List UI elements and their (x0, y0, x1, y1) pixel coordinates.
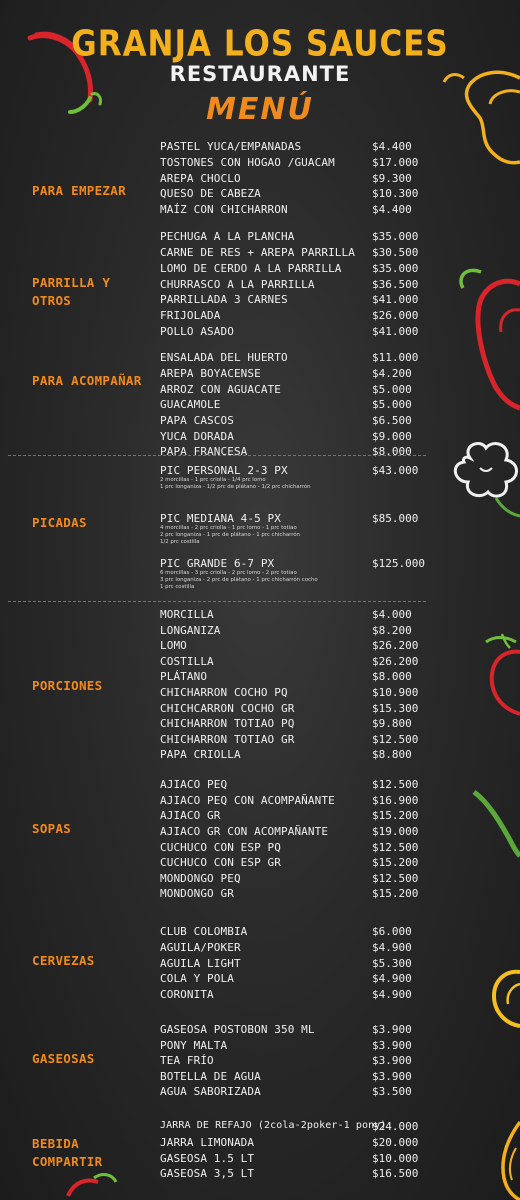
menu-item (160, 262, 422, 278)
menu-item-price: $12.500 (372, 841, 419, 854)
menu-item-price: $15.200 (372, 856, 419, 869)
menu-item-price: $8.000 (372, 670, 412, 683)
menu-item-price: $85.000 (372, 512, 419, 525)
menu-item-name: POLLO ASADO (160, 325, 234, 338)
menu-item (160, 1167, 422, 1183)
menu-item-price: $3.900 (372, 1054, 412, 1067)
menu-item (160, 309, 422, 325)
tomato-icon (476, 628, 520, 738)
menu-item (160, 230, 422, 246)
menu-item (160, 1054, 422, 1070)
menu-item-price: $41.000 (372, 293, 419, 306)
menu-item (160, 445, 422, 461)
menu-item-name: COSTILLA (160, 655, 214, 668)
menu-item-name: ARROZ CON AGUACATE (160, 383, 282, 396)
menu-item-name: CARNE DE RES + AREPA PARRILLA (160, 246, 355, 259)
menu-item-name: QUESO DE CABEZA (160, 187, 261, 200)
menu-item-price: $12.500 (372, 778, 419, 791)
menu-item-price: $5.000 (372, 383, 412, 396)
description-line: 2 morcillas - 1 prc criolla - 1/4 prc lomo (160, 477, 266, 483)
menu-item-name: PAPA CRIOLLA (160, 748, 241, 761)
menu-item-name: BOTELLA DE AGUA (160, 1070, 261, 1083)
menu-title: MENÚ (206, 92, 314, 127)
menu-item-price: $4.400 (372, 140, 412, 153)
menu-item (160, 278, 422, 294)
menu-item-price: $3.900 (372, 1023, 412, 1036)
description-line: 3 prc longaniza - 2 prc de plátano - 1 prc chicharrón cocho (160, 577, 318, 584)
menu-item (160, 1152, 422, 1168)
menu-item (160, 825, 422, 841)
menu-item-name: COLA Y POLA (160, 972, 234, 985)
menu-item-price: $8.000 (372, 445, 412, 458)
menu-item-name: MONDONGO GR (160, 887, 234, 900)
menu-item-name: CHICHARRON TOTIAO PQ (160, 717, 295, 730)
menu-item (160, 1120, 422, 1136)
menu-item-name: PIC MEDIANA 4-5 PX (160, 512, 282, 525)
menu-item-price: $15.200 (372, 887, 419, 900)
menu-item-name: AJIACO PEQ CON ACOMPAÑANTE (160, 794, 335, 807)
menu-item-price: $10.300 (372, 187, 419, 200)
section-label: SOPAS (32, 821, 72, 836)
menu-item (160, 988, 422, 1004)
menu-item-description (160, 477, 400, 491)
menu-item-name: LONGANIZA (160, 624, 221, 637)
bell-pepper-icon (455, 262, 520, 412)
menu-item (160, 203, 422, 219)
menu-item-name: PAPA CASCOS (160, 414, 234, 427)
menu-item-price: $4.900 (372, 988, 412, 1001)
menu-item-price: $8.800 (372, 748, 412, 761)
section-label: PICADAS (32, 515, 87, 530)
menu-item-description (160, 525, 400, 547)
menu-item-name: CORONITA (160, 988, 214, 1001)
menu-item (160, 639, 422, 655)
menu-item-name: CHICHCARRON COCHO GR (160, 702, 295, 715)
menu-item-price: $24.000 (372, 1120, 419, 1133)
menu-item (160, 414, 422, 430)
description-line: 1 prc longaniza - 1/2 prc de plátano - 1/2 prc chicharrón (160, 484, 311, 491)
menu-item-name: PASTEL YUCA/EMPANADAS (160, 140, 302, 153)
menu-item-price: $41.000 (372, 325, 419, 338)
description-line: 4 morcillas - 2 prc criolla - 1 prc lomo - 1 prc totiao (160, 525, 297, 531)
menu-item-name: CHICHARRON TOTIAO GR (160, 733, 295, 746)
menu-item-price: $4.400 (372, 203, 412, 216)
menu-item-name: PIC GRANDE 6-7 PX (160, 557, 275, 570)
menu-item-price: $9.300 (372, 172, 412, 185)
menu-item (160, 430, 422, 446)
description-line: 6 morcillas - 3 prc criolla - 2 prc lomo - 2 prc totiao (160, 570, 297, 576)
description-line: 1 prc costilla (160, 584, 195, 591)
corn-icon (486, 1118, 520, 1200)
menu-item (160, 887, 422, 903)
menu-item (160, 1136, 422, 1152)
menu-item-price: $17.000 (372, 156, 419, 169)
menu-item-name: AJIACO GR (160, 809, 221, 822)
menu-item-name: AGUILA/POKER (160, 941, 241, 954)
green-chili-icon (470, 788, 520, 858)
menu-item (160, 670, 422, 686)
menu-item-price: $15.200 (372, 809, 419, 822)
menu-item-price: $6.000 (372, 925, 412, 938)
menu-item-name: PONY MALTA (160, 1039, 228, 1052)
menu-item (160, 1085, 422, 1101)
section-label: BEBIDA COMPARTIR (32, 1136, 103, 1169)
menu-item-price: $35.000 (372, 230, 419, 243)
menu-item-name: ENSALADA DEL HUERTO (160, 351, 288, 364)
section-label: CERVEZAS (32, 953, 95, 968)
menu-item-price: $4.900 (372, 941, 412, 954)
menu-item (160, 856, 422, 872)
section-label: PARA EMPEZAR (32, 183, 126, 198)
section-label: PARRILLA Y OTROS (32, 275, 111, 308)
restaurant-name: GRANJA LOS SAUCES (71, 23, 449, 65)
menu-item (160, 1039, 422, 1055)
menu-item-name: PLÁTANO (160, 670, 208, 683)
menu-item (160, 187, 422, 203)
menu-item-name: CUCHUCO CON ESP PQ (160, 841, 282, 854)
menu-item (160, 1070, 422, 1086)
menu-item (160, 1023, 422, 1039)
menu-item (160, 293, 422, 309)
menu-item-name: JARRA DE REFAJO (2cola-2poker-1 pony) (160, 1120, 387, 1131)
menu-item-price: $3.900 (372, 1070, 412, 1083)
menu-item (160, 608, 422, 624)
menu-item-price: $8.200 (372, 624, 412, 637)
description-line: 1/2 prc costilla (160, 539, 200, 546)
menu-item-price: $6.500 (372, 414, 412, 427)
menu-item-price: $12.500 (372, 733, 419, 746)
menu-item (160, 367, 422, 383)
section-label: GASEOSAS (32, 1051, 95, 1066)
lemon-icon (476, 964, 520, 1044)
menu-item-price: $16.900 (372, 794, 419, 807)
menu-item-price: $5.300 (372, 957, 412, 970)
menu-item-name: CHICHARRON COCHO PQ (160, 686, 288, 699)
menu-item-name: TOSTONES CON HOGAO /GUACAM (160, 156, 335, 169)
menu-item-name: MONDONGO PEQ (160, 872, 241, 885)
menu-item-price: $15.300 (372, 702, 419, 715)
menu-item-price: $19.000 (372, 825, 419, 838)
menu-item (160, 809, 422, 825)
menu-item-price: $4.000 (372, 608, 412, 621)
menu-item-name: GASEOSA POSTOBON 350 ML (160, 1023, 315, 1036)
menu-item (160, 686, 422, 702)
menu-item (160, 941, 422, 957)
menu-item-price: $26.200 (372, 655, 419, 668)
section-divider (8, 455, 426, 456)
menu-item-price: $35.000 (372, 262, 419, 275)
menu-item-price: $20.000 (372, 1136, 419, 1149)
menu-item-price: $125.000 (372, 557, 425, 570)
menu-item (160, 702, 422, 718)
cauliflower-icon (440, 438, 520, 528)
menu-item-price: $9.800 (372, 717, 412, 730)
menu-item-name: AJIACO GR CON ACOMPAÑANTE (160, 825, 329, 838)
menu-item (160, 655, 422, 671)
menu-item-price: $26.000 (372, 309, 419, 322)
menu-item (160, 325, 422, 341)
menu-item-price: $4.900 (372, 972, 412, 985)
menu-item-name: AGUA SABORIZADA (160, 1085, 261, 1098)
menu-item-price: $3.900 (372, 1039, 412, 1052)
menu-item-price: $26.200 (372, 639, 419, 652)
menu-item (160, 748, 422, 764)
menu-item-name: LOMO DE CERDO A LA PARRILLA (160, 262, 342, 275)
menu-item (160, 172, 422, 188)
description-line: 2 prc longaniza - 1 prc de plátano - 1 prc chicharrón (160, 532, 301, 539)
menu-item (160, 925, 422, 941)
menu-item (160, 246, 422, 262)
menu-item-name: PARRILLADA 3 CARNES (160, 293, 288, 306)
menu-item-name: CHURRASCO A LA PARRILLA (160, 278, 315, 291)
menu-item-price: $4.200 (372, 367, 412, 380)
menu-item-price: $10.900 (372, 686, 419, 699)
menu-item-price: $16.500 (372, 1167, 419, 1180)
section-label: PARA ACOMPAÑAR (32, 373, 142, 388)
menu-item (160, 383, 422, 399)
menu-item (160, 398, 422, 414)
menu-item-price: $11.000 (372, 351, 419, 364)
menu-item (160, 972, 422, 988)
menu-item (160, 733, 422, 749)
menu-item (160, 957, 422, 973)
menu-item-name: FRIJOLADA (160, 309, 221, 322)
menu-item-price: $9.000 (372, 430, 412, 443)
menu-item (160, 872, 422, 888)
menu-item-name: YUCA DORADA (160, 430, 234, 443)
menu-item-name: AGUILA LIGHT (160, 957, 241, 970)
menu-item-price: $43.000 (372, 464, 419, 477)
menu-item (160, 717, 422, 733)
menu-item-name: JARRA LIMONADA (160, 1136, 255, 1149)
section-label: PORCIONES (32, 678, 103, 693)
menu-item-name: GASEOSA 3,5 LT (160, 1167, 255, 1180)
menu-item-price: $30.500 (372, 246, 419, 259)
menu-item-name: PECHUGA A LA PLANCHA (160, 230, 295, 243)
menu-item-name: AREPA CHOCLO (160, 172, 241, 185)
menu-item (160, 156, 422, 172)
chili-pepper-small-icon (64, 1168, 118, 1200)
menu-item-price: $36.500 (372, 278, 419, 291)
menu-item-name: LOMO (160, 639, 187, 652)
menu-item-name: MAÍZ CON CHICHARRON (160, 203, 288, 216)
menu-item-name: GASEOSA 1.5 LT (160, 1152, 255, 1165)
menu-item (160, 351, 422, 367)
menu-item-price: $5.000 (372, 398, 412, 411)
menu-item-price: $3.500 (372, 1085, 412, 1098)
menu-item (160, 778, 422, 794)
menu-item-name: CUCHUCO CON ESP GR (160, 856, 282, 869)
menu-item-name: MORCILLA (160, 608, 214, 621)
menu-item (160, 794, 422, 810)
menu-item-name: CLUB COLOMBIA (160, 925, 248, 938)
menu-item-price: $10.000 (372, 1152, 419, 1165)
menu-item-name: GUACAMOLE (160, 398, 221, 411)
menu-item-name: AJIACO PEQ (160, 778, 228, 791)
menu-item (160, 841, 422, 857)
section-divider (8, 601, 426, 602)
menu-item-description (160, 570, 400, 592)
restaurant-subtitle: RESTAURANTE (169, 62, 351, 86)
menu-item (160, 140, 422, 156)
menu-item-name: PAPA FRANCESA (160, 445, 248, 458)
menu-item (160, 624, 422, 640)
menu-item-name: PIC PERSONAL 2-3 PX (160, 464, 288, 477)
menu-item-name: AREPA BOYACENSE (160, 367, 261, 380)
menu-item-price: $12.500 (372, 872, 419, 885)
menu-item-name: TEA FRÍO (160, 1054, 214, 1067)
